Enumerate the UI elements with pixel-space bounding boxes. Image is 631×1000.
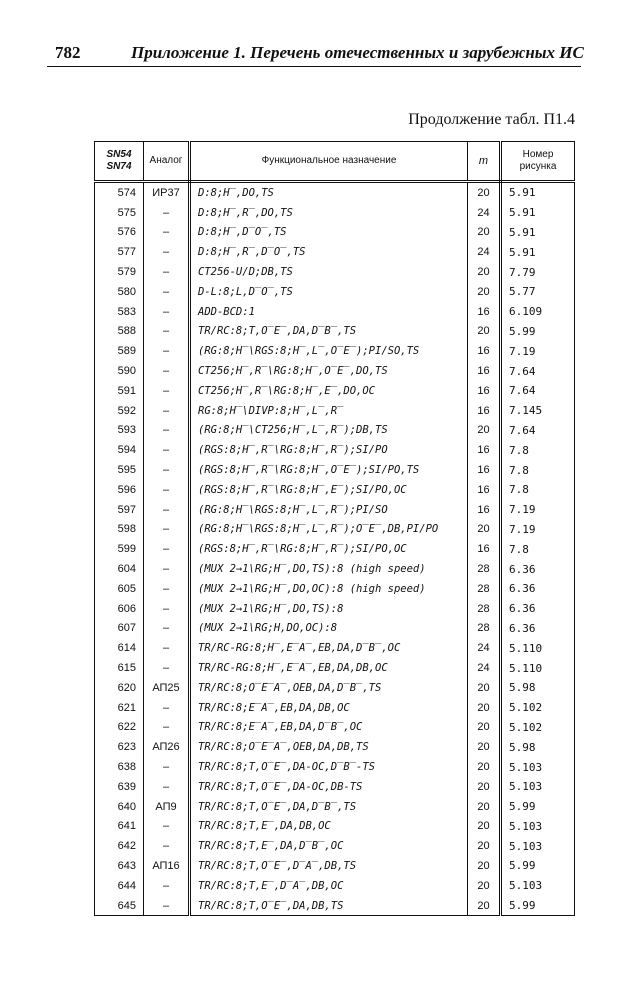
cell-m: 20	[468, 718, 501, 738]
cell-m: 16	[468, 440, 501, 460]
table-row	[95, 401, 575, 421]
cell-series-number: 576	[95, 223, 144, 243]
cell-series-number: 590	[95, 361, 144, 381]
cell-figure: 5.99	[501, 322, 575, 342]
cell-function: D-L:8;L,D̅O̅,TS	[190, 282, 468, 302]
cell-m: 16	[468, 302, 501, 322]
cell-analog: –	[144, 440, 190, 460]
cell-analog: –	[144, 559, 190, 579]
cell-function: D:8;H̅,R̅,D̅O̅,TS	[190, 242, 468, 262]
cell-analog: АП26	[144, 737, 190, 757]
cell-analog: АП25	[144, 678, 190, 698]
cell-m: 20	[468, 223, 501, 243]
header-m: m	[468, 142, 501, 182]
cell-analog: –	[144, 381, 190, 401]
table-row	[95, 182, 575, 203]
cell-figure: 5.110	[501, 658, 575, 678]
cell-figure: 7.64	[501, 361, 575, 381]
cell-figure: 6.109	[501, 302, 575, 322]
cell-function: (RGS:8;H̅,R̅\RG:8;H̅,O̅E̅);SI/PO,TS	[190, 460, 468, 480]
cell-analog: –	[144, 836, 190, 856]
cell-series-number: 594	[95, 440, 144, 460]
cell-function: TR/RC:8;E̅A̅,EB,DA,DB,OC	[190, 698, 468, 718]
cell-figure: 6.36	[501, 559, 575, 579]
cell-m: 20	[468, 262, 501, 282]
cell-m: 20	[468, 698, 501, 718]
cell-figure: 7.8	[501, 460, 575, 480]
cell-analog: –	[144, 282, 190, 302]
running-head	[47, 42, 584, 67]
cell-m: 16	[468, 361, 501, 381]
cell-figure: 7.8	[501, 539, 575, 559]
cell-series-number: 638	[95, 757, 144, 777]
cell-m: 20	[468, 737, 501, 757]
cell-function: TR/RC:8;E̅A̅,EB,DA,D̅B̅,OC	[190, 718, 468, 738]
cell-m: 16	[468, 401, 501, 421]
cell-m: 24	[468, 658, 501, 678]
cell-series-number: 642	[95, 836, 144, 856]
cell-series-number: 599	[95, 539, 144, 559]
cell-m: 28	[468, 579, 501, 599]
cell-figure: 5.103	[501, 757, 575, 777]
header-series	[95, 142, 144, 182]
table-caption: Продолжение табл. П1.4	[408, 111, 575, 128]
cell-m: 20	[468, 817, 501, 837]
table-row	[95, 599, 575, 619]
cell-figure: 7.64	[501, 381, 575, 401]
cell-series-number: 623	[95, 737, 144, 757]
cell-series-number: 591	[95, 381, 144, 401]
cell-figure: 5.103	[501, 817, 575, 837]
cell-figure: 7.19	[501, 341, 575, 361]
cell-analog: –	[144, 619, 190, 639]
cell-figure: 7.8	[501, 480, 575, 500]
cell-series-number: 575	[95, 203, 144, 223]
table-row	[95, 777, 575, 797]
cell-figure: 5.99	[501, 896, 575, 916]
table-row	[95, 421, 575, 441]
cell-m: 20	[468, 836, 501, 856]
table-row	[95, 322, 575, 342]
table-row	[95, 678, 575, 698]
table-row	[95, 619, 575, 639]
cell-m: 20	[468, 678, 501, 698]
cell-m: 20	[468, 896, 501, 916]
table-row	[95, 876, 575, 896]
cell-function: TR/RC-RG:8;H̅,E̅A̅,EB,DA,DB,OC	[190, 658, 468, 678]
cell-function: (RG:8;H̅\RGS:8;H̅,L̅,R̅);O̅E̅,DB,PI/PO	[190, 520, 468, 540]
cell-function: (RG:8;H̅\RGS:8;H̅,L̅,R̅);PI/SO	[190, 500, 468, 520]
cell-function: CT256;H̅,R̅\RG:8;H̅,O̅E̅,DO,TS	[190, 361, 468, 381]
cell-series-number: 639	[95, 777, 144, 797]
cell-figure: 5.103	[501, 876, 575, 896]
cell-m: 20	[468, 182, 501, 203]
table-row	[95, 440, 575, 460]
table-row	[95, 856, 575, 876]
cell-figure: 5.98	[501, 737, 575, 757]
cell-figure: 5.99	[501, 856, 575, 876]
cell-analog: –	[144, 817, 190, 837]
cell-function: ADD-BCD:1	[190, 302, 468, 322]
table-row	[95, 262, 575, 282]
table-row	[95, 638, 575, 658]
cell-function: TR/RC:8;T,O̅E̅,D̅A̅,DB,TS	[190, 856, 468, 876]
cell-function: TR/RC:8;T,O̅E̅,DA-OC,D̅B̅-TS	[190, 757, 468, 777]
header-figure-line1: Номер	[522, 149, 554, 160]
cell-m: 20	[468, 322, 501, 342]
cell-series-number: 598	[95, 520, 144, 540]
cell-function: (MUX 2→1\RG;H̅,DO,OC):8 (high speed)	[190, 579, 468, 599]
table-row	[95, 302, 575, 322]
cell-series-number: 589	[95, 341, 144, 361]
cell-function: D:8;H̅,DO,TS	[190, 182, 468, 203]
cell-m: 16	[468, 381, 501, 401]
cell-m: 16	[468, 341, 501, 361]
cell-figure: 6.36	[501, 619, 575, 639]
cell-function: TR/RC:8;T,E̅,DA,DB,OC	[190, 817, 468, 837]
table-row	[95, 282, 575, 302]
cell-function: (RG:8;H̅\RGS:8;H̅,L̅,O̅E̅);PI/SO,TS	[190, 341, 468, 361]
cell-figure: 7.64	[501, 421, 575, 441]
cell-m: 20	[468, 856, 501, 876]
cell-series-number: 645	[95, 896, 144, 916]
cell-analog: –	[144, 203, 190, 223]
header-series-sn74: SN74	[106, 161, 132, 172]
cell-series-number: 606	[95, 599, 144, 619]
page-title: Приложение 1. Перечень отечественных и зарубежных ИС	[131, 43, 584, 62]
table-row	[95, 460, 575, 480]
cell-series-number: 607	[95, 619, 144, 639]
cell-function: D:8;H̅,R̅,DO,TS	[190, 203, 468, 223]
cell-m: 24	[468, 203, 501, 223]
cell-m: 20	[468, 777, 501, 797]
cell-m: 20	[468, 757, 501, 777]
cell-function: (MUX 2→1\RG;H̅,DO,TS):8	[190, 599, 468, 619]
table-row	[95, 718, 575, 738]
cell-figure: 7.8	[501, 440, 575, 460]
cell-analog: –	[144, 421, 190, 441]
cell-figure: 5.102	[501, 718, 575, 738]
table-body	[95, 182, 575, 916]
table-row	[95, 242, 575, 262]
cell-analog: –	[144, 718, 190, 738]
table-row	[95, 559, 575, 579]
cell-analog: –	[144, 757, 190, 777]
ic-table	[94, 141, 575, 916]
table-row	[95, 817, 575, 837]
header-series-sn54: SN54	[106, 149, 132, 160]
cell-series-number: 577	[95, 242, 144, 262]
cell-figure: 7.79	[501, 262, 575, 282]
cell-function: (MUX 2→1\RG;H,DO,OC):8	[190, 619, 468, 639]
cell-figure: 5.91	[501, 203, 575, 223]
cell-figure: 7.145	[501, 401, 575, 421]
header-figure	[501, 142, 575, 182]
table-row	[95, 896, 575, 916]
cell-series-number: 643	[95, 856, 144, 876]
cell-analog: –	[144, 262, 190, 282]
cell-series-number: 641	[95, 817, 144, 837]
cell-analog: –	[144, 638, 190, 658]
cell-function: TR/RC:8;O̅E̅A̅,OEB,DA,DB,TS	[190, 737, 468, 757]
table-row	[95, 361, 575, 381]
table-header-row	[95, 142, 575, 182]
cell-series-number: 580	[95, 282, 144, 302]
table-row	[95, 797, 575, 817]
cell-series-number: 593	[95, 421, 144, 441]
table-row	[95, 539, 575, 559]
cell-analog: –	[144, 876, 190, 896]
cell-function: (RGS:8;H̅,R̅\RG:8;H̅,R̅);SI/PO,OC	[190, 539, 468, 559]
cell-function: TR/RC:8;T,E̅,DA,D̅B̅,OC	[190, 836, 468, 856]
cell-series-number: 614	[95, 638, 144, 658]
cell-figure: 5.91	[501, 242, 575, 262]
cell-figure: 7.19	[501, 520, 575, 540]
cell-analog: –	[144, 658, 190, 678]
table-row	[95, 223, 575, 243]
cell-m: 16	[468, 460, 501, 480]
cell-function: D:8;H̅,D̅O̅,TS	[190, 223, 468, 243]
cell-series-number: 621	[95, 698, 144, 718]
cell-analog: –	[144, 302, 190, 322]
cell-function: TR/RC:8;T,O̅E̅,DA-OC,DB-TS	[190, 777, 468, 797]
cell-analog: –	[144, 698, 190, 718]
cell-series-number: 622	[95, 718, 144, 738]
cell-figure: 5.102	[501, 698, 575, 718]
cell-m: 28	[468, 619, 501, 639]
cell-function: CT256-U/D;DB,TS	[190, 262, 468, 282]
cell-series-number: 644	[95, 876, 144, 896]
cell-function: TR/RC:8;T,O̅E̅,DA,D̅B̅,TS	[190, 322, 468, 342]
cell-analog: –	[144, 242, 190, 262]
cell-series-number: 597	[95, 500, 144, 520]
cell-analog: –	[144, 500, 190, 520]
cell-m: 16	[468, 539, 501, 559]
cell-m: 24	[468, 242, 501, 262]
cell-function: (RGS:8;H̅,R̅\RG:8;H̅,R̅);SI/PO	[190, 440, 468, 460]
cell-figure: 6.36	[501, 579, 575, 599]
cell-function: TR/RC:8;T,E̅,D̅A̅,DB,OC	[190, 876, 468, 896]
cell-figure: 7.19	[501, 500, 575, 520]
cell-figure: 5.99	[501, 797, 575, 817]
cell-series-number: 588	[95, 322, 144, 342]
header-function: Функциональное назначение	[190, 142, 468, 182]
cell-series-number: 604	[95, 559, 144, 579]
header-figure-line2: рисунка	[519, 161, 557, 172]
cell-m: 20	[468, 797, 501, 817]
cell-series-number: 605	[95, 579, 144, 599]
cell-analog: АП9	[144, 797, 190, 817]
table-row	[95, 579, 575, 599]
cell-figure: 5.103	[501, 836, 575, 856]
cell-m: 20	[468, 421, 501, 441]
cell-function: TR/RC-RG:8;H̅,E̅A̅,EB,DA,D̅B̅,OC	[190, 638, 468, 658]
cell-analog: –	[144, 341, 190, 361]
table-row	[95, 757, 575, 777]
cell-m: 24	[468, 638, 501, 658]
cell-series-number: 579	[95, 262, 144, 282]
cell-figure: 5.91	[501, 182, 575, 203]
cell-series-number: 592	[95, 401, 144, 421]
cell-analog: –	[144, 599, 190, 619]
cell-series-number: 595	[95, 460, 144, 480]
header-analog: Аналог	[144, 142, 190, 182]
cell-figure: 5.91	[501, 223, 575, 243]
cell-function: (RGS:8;H̅,R̅\RG:8;H̅,E̅);SI/PO,OC	[190, 480, 468, 500]
table-row	[95, 341, 575, 361]
cell-figure: 5.77	[501, 282, 575, 302]
cell-analog: –	[144, 777, 190, 797]
cell-analog: –	[144, 539, 190, 559]
cell-function: TR/RC:8;O̅E̅A̅,OEB,DA,D̅B̅,TS	[190, 678, 468, 698]
table-row	[95, 480, 575, 500]
cell-analog: –	[144, 480, 190, 500]
cell-figure: 5.98	[501, 678, 575, 698]
cell-function: TR/RC:8;T,O̅E̅,DA,D̅B̅,TS	[190, 797, 468, 817]
cell-analog: –	[144, 322, 190, 342]
cell-series-number: 583	[95, 302, 144, 322]
cell-m: 16	[468, 480, 501, 500]
cell-series-number: 574	[95, 182, 144, 203]
cell-m: 20	[468, 876, 501, 896]
cell-series-number: 615	[95, 658, 144, 678]
table-row	[95, 500, 575, 520]
cell-m: 20	[468, 282, 501, 302]
cell-analog: –	[144, 460, 190, 480]
cell-m: 28	[468, 559, 501, 579]
page-number: 782	[55, 43, 81, 62]
cell-figure: 5.103	[501, 777, 575, 797]
cell-analog: –	[144, 520, 190, 540]
table-row	[95, 737, 575, 757]
table-row	[95, 203, 575, 223]
cell-m: 20	[468, 520, 501, 540]
cell-function: TR/RC:8;T,O̅E̅,DA,DB,TS	[190, 896, 468, 916]
cell-analog: –	[144, 896, 190, 916]
table-row	[95, 658, 575, 678]
table-row	[95, 520, 575, 540]
cell-series-number: 620	[95, 678, 144, 698]
cell-analog: –	[144, 223, 190, 243]
cell-function: CT256;H̅,R̅\RG:8;H̅,E̅,DO,OC	[190, 381, 468, 401]
cell-m: 28	[468, 599, 501, 619]
cell-function: (RG:8;H̅\CT256;H̅,L̅,R̅);DB,TS	[190, 421, 468, 441]
cell-figure: 5.110	[501, 638, 575, 658]
cell-m: 16	[468, 500, 501, 520]
cell-series-number: 640	[95, 797, 144, 817]
cell-analog: АП16	[144, 856, 190, 876]
cell-analog: –	[144, 579, 190, 599]
cell-series-number: 596	[95, 480, 144, 500]
cell-analog: –	[144, 361, 190, 381]
table-row	[95, 698, 575, 718]
cell-analog: ИР37	[144, 182, 190, 203]
cell-figure: 6.36	[501, 599, 575, 619]
cell-function: (MUX 2→1\RG;H̅,DO,TS):8 (high speed)	[190, 559, 468, 579]
table-row	[95, 836, 575, 856]
cell-function: RG:8;H̅\DIVP:8;H̅,L̅,R̅	[190, 401, 468, 421]
cell-analog: –	[144, 401, 190, 421]
table-row	[95, 381, 575, 401]
